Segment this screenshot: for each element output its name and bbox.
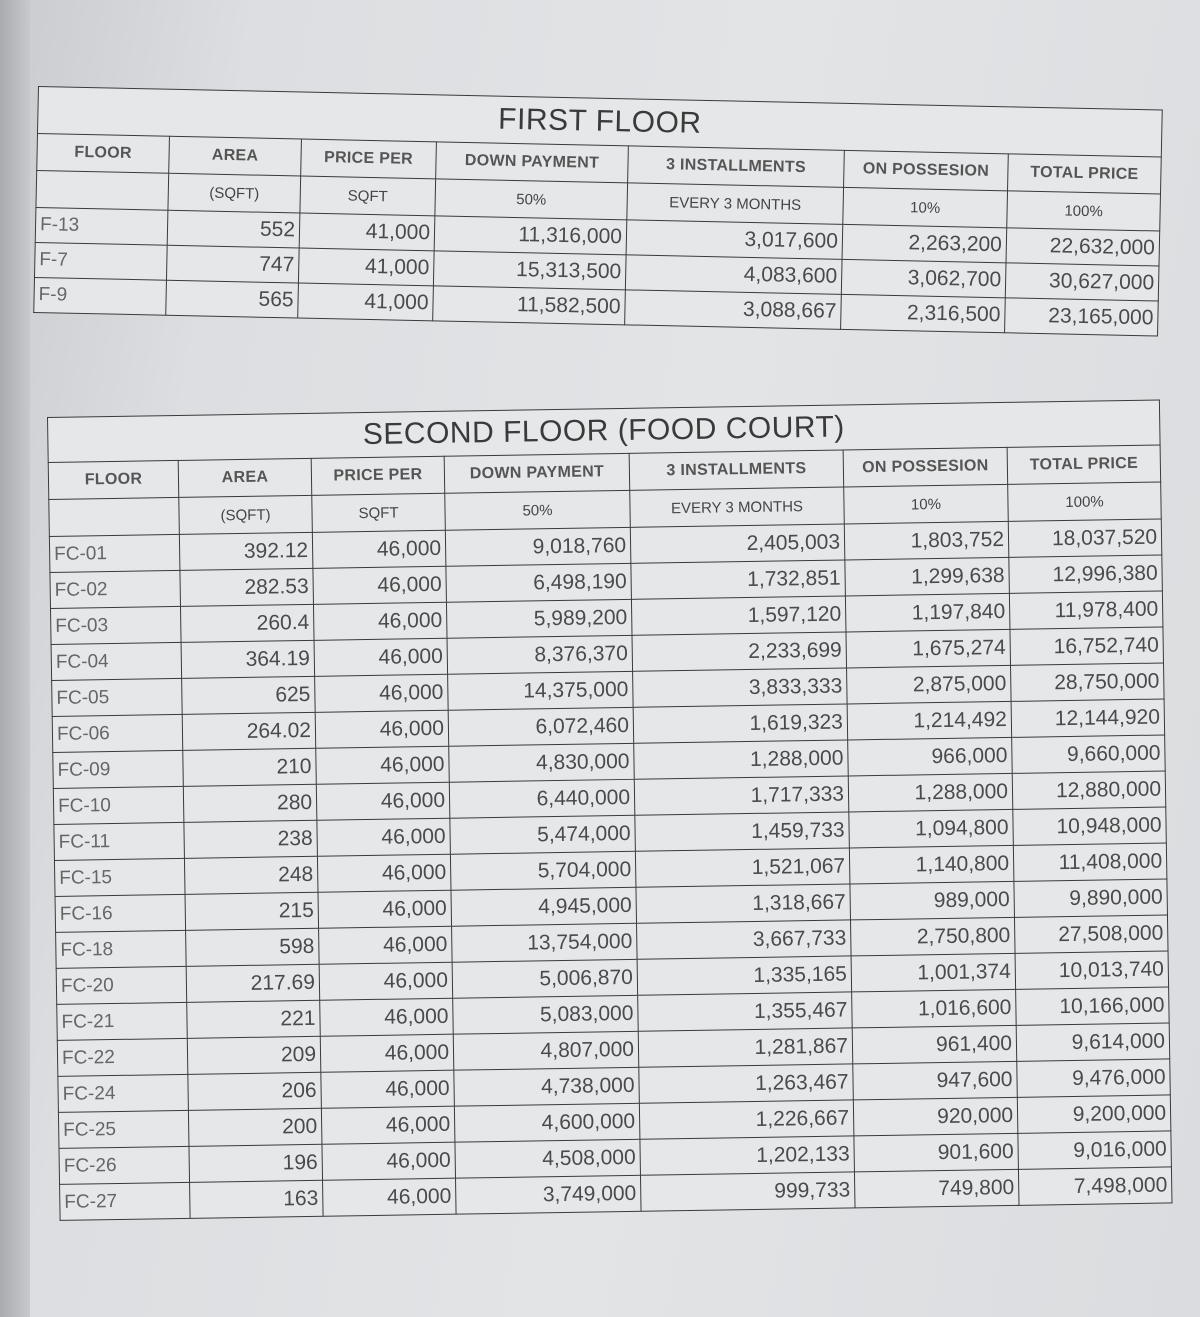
table-cell: 46,000 bbox=[314, 638, 448, 676]
table-cell: 1,355,467 bbox=[638, 992, 853, 1031]
unit-id-cell: FC-03 bbox=[51, 606, 182, 644]
paper-edge-shadow bbox=[0, 0, 30, 1317]
table-cell: 163 bbox=[190, 1180, 324, 1218]
table-cell: 4,738,000 bbox=[454, 1067, 640, 1106]
table-cell: 46,000 bbox=[320, 1034, 454, 1072]
column-header: TOTAL PRICE bbox=[1007, 445, 1161, 484]
table-cell: 1,675,274 bbox=[846, 629, 1011, 668]
column-subheader: SQFT bbox=[300, 176, 436, 216]
table-cell: 6,498,190 bbox=[446, 563, 632, 602]
column-subheader: 100% bbox=[1007, 191, 1161, 231]
table-cell: 1,263,467 bbox=[639, 1064, 854, 1103]
column-header: FLOOR bbox=[48, 460, 179, 499]
table-cell: 46,000 bbox=[316, 782, 450, 820]
column-header: PRICE PER bbox=[301, 139, 437, 179]
table-cell: 2,233,699 bbox=[632, 632, 847, 671]
table-cell: 10,013,740 bbox=[1015, 951, 1169, 989]
table-cell: 10,166,000 bbox=[1016, 987, 1170, 1025]
unit-id-cell: FC-09 bbox=[53, 750, 184, 788]
column-subheader: 10% bbox=[844, 484, 1009, 524]
first-floor-body bbox=[34, 87, 1163, 336]
table-cell: 5,006,870 bbox=[452, 959, 638, 998]
unit-id-cell: F-7 bbox=[34, 242, 167, 280]
table-cell: 217.69 bbox=[186, 964, 320, 1002]
table-cell: 2,263,200 bbox=[842, 224, 1007, 262]
table-cell: 9,476,000 bbox=[1017, 1059, 1171, 1097]
table-cell: 41,000 bbox=[298, 283, 434, 321]
table-cell: 999,733 bbox=[640, 1172, 855, 1211]
table-cell: 966,000 bbox=[848, 737, 1013, 776]
table-cell: 282.53 bbox=[180, 568, 314, 606]
table-cell: 552 bbox=[167, 210, 300, 248]
table-cell: 196 bbox=[189, 1144, 323, 1182]
table-cell: 1,299,638 bbox=[845, 557, 1010, 596]
table-cell: 1,521,067 bbox=[635, 848, 850, 887]
table-cell: 13,754,000 bbox=[452, 923, 638, 962]
unit-id-cell: FC-16 bbox=[55, 894, 186, 932]
table-cell: 625 bbox=[182, 676, 316, 714]
unit-id-cell: FC-21 bbox=[57, 1002, 188, 1040]
table-cell: 221 bbox=[187, 1000, 321, 1038]
table-cell: 920,000 bbox=[853, 1097, 1018, 1136]
table-cell: 46,000 bbox=[313, 566, 447, 604]
table-cell: 11,978,400 bbox=[1009, 591, 1163, 629]
unit-id-cell: FC-02 bbox=[50, 570, 181, 608]
table-cell: 30,627,000 bbox=[1005, 263, 1159, 301]
column-subheader: SQFT bbox=[312, 493, 446, 532]
table-cell: 6,440,000 bbox=[449, 779, 635, 818]
table-cell: 1,281,867 bbox=[638, 1028, 853, 1067]
table-cell: 6,072,460 bbox=[448, 707, 634, 746]
table-cell: 46,000 bbox=[317, 818, 451, 856]
unit-id-cell: FC-04 bbox=[51, 642, 182, 680]
table-cell: 46,000 bbox=[318, 890, 452, 928]
table-cell: 15,313,500 bbox=[433, 251, 626, 290]
table-cell: 2,750,800 bbox=[850, 917, 1015, 956]
table-cell: 1,318,667 bbox=[636, 884, 851, 923]
table-cell: 989,000 bbox=[850, 881, 1015, 920]
unit-id-cell: FC-18 bbox=[56, 930, 187, 968]
column-header: FLOOR bbox=[37, 134, 170, 174]
table-cell: 7,498,000 bbox=[1018, 1167, 1172, 1205]
table-cell: 46,000 bbox=[312, 530, 446, 568]
table-cell: 260.4 bbox=[180, 604, 314, 642]
table-cell: 364.19 bbox=[181, 640, 315, 678]
column-header: PRICE PER bbox=[311, 456, 445, 495]
table-cell: 46,000 bbox=[313, 602, 447, 640]
unit-id-cell: F-9 bbox=[34, 277, 167, 315]
table-cell: 1,226,667 bbox=[639, 1100, 854, 1139]
table-cell: 14,375,000 bbox=[448, 671, 634, 710]
table-cell: 961,400 bbox=[852, 1025, 1017, 1064]
table-cell: 3,062,700 bbox=[841, 259, 1006, 297]
table-cell: 46,000 bbox=[320, 998, 454, 1036]
column-header: ON POSSESION bbox=[844, 150, 1009, 190]
table-cell: 215 bbox=[185, 892, 319, 930]
column-subheader: (SQFT) bbox=[168, 173, 301, 213]
table-cell: 11,316,000 bbox=[434, 216, 627, 255]
table-cell: 1,288,000 bbox=[848, 773, 1013, 812]
table-cell: 5,704,000 bbox=[450, 851, 636, 890]
column-subheader: (SQFT) bbox=[179, 495, 313, 534]
unit-id-cell: FC-26 bbox=[59, 1146, 190, 1184]
column-subheader: EVERY 3 MONTHS bbox=[630, 487, 845, 527]
table-cell: 901,600 bbox=[854, 1133, 1019, 1172]
unit-id-cell: FC-10 bbox=[53, 786, 184, 824]
unit-id-cell: F-13 bbox=[35, 207, 168, 245]
table-cell: 4,508,000 bbox=[455, 1139, 641, 1178]
unit-id-cell: FC-25 bbox=[58, 1110, 189, 1148]
table-cell: 1,094,800 bbox=[849, 809, 1014, 848]
table-cell: 264.02 bbox=[182, 712, 316, 750]
table-cell: 9,200,000 bbox=[1017, 1095, 1171, 1133]
column-subheader: EVERY 3 MONTHS bbox=[627, 183, 844, 225]
table-cell: 46,000 bbox=[316, 746, 450, 784]
table-cell: 9,614,000 bbox=[1016, 1023, 1170, 1061]
table-cell: 1,732,851 bbox=[631, 560, 846, 599]
table-cell: 46,000 bbox=[323, 1178, 457, 1216]
table-cell: 46,000 bbox=[319, 962, 453, 1000]
table-cell: 1,803,752 bbox=[844, 521, 1009, 560]
first-floor-table bbox=[33, 86, 1163, 337]
column-header: 3 INSTALLMENTS bbox=[629, 450, 844, 490]
table-cell: 4,600,000 bbox=[454, 1103, 640, 1142]
table-cell: 749,800 bbox=[854, 1169, 1019, 1208]
table-cell: 5,083,000 bbox=[453, 995, 639, 1034]
table-cell: 209 bbox=[187, 1036, 321, 1074]
table-cell: 8,376,370 bbox=[447, 635, 633, 674]
table-cell: 1,717,333 bbox=[634, 776, 849, 815]
table-cell: 5,474,000 bbox=[450, 815, 636, 854]
table-cell: 565 bbox=[166, 280, 299, 318]
unit-id-cell: FC-05 bbox=[52, 678, 183, 716]
table-cell: 9,660,000 bbox=[1012, 735, 1166, 773]
column-subheader: 10% bbox=[843, 187, 1008, 227]
column-header: DOWN PAYMENT bbox=[436, 142, 629, 183]
column-subheader: 100% bbox=[1008, 482, 1162, 521]
second-floor-body bbox=[48, 400, 1173, 1220]
column-subheader bbox=[36, 170, 169, 210]
table-cell: 46,000 bbox=[322, 1142, 456, 1180]
table-cell: 46,000 bbox=[319, 926, 453, 964]
table-cell: 392.12 bbox=[179, 532, 313, 570]
table-cell: 28,750,000 bbox=[1011, 663, 1165, 701]
unit-id-cell: FC-06 bbox=[52, 714, 183, 752]
table-cell: 46,000 bbox=[315, 710, 449, 748]
table-cell: 238 bbox=[184, 820, 318, 858]
table-cell: 10,948,000 bbox=[1013, 807, 1167, 845]
table-cell: 4,807,000 bbox=[453, 1031, 639, 1070]
table-cell: 12,144,920 bbox=[1011, 699, 1165, 737]
table-cell: 22,632,000 bbox=[1006, 228, 1160, 266]
table-cell: 11,582,500 bbox=[433, 286, 626, 325]
table-cell: 46,000 bbox=[321, 1106, 455, 1144]
unit-id-cell: FC-11 bbox=[54, 822, 185, 860]
table-cell: 1,619,323 bbox=[633, 704, 848, 743]
table-cell: 11,408,000 bbox=[1013, 843, 1167, 881]
table-cell: 2,316,500 bbox=[841, 294, 1006, 332]
table-cell: 12,880,000 bbox=[1012, 771, 1166, 809]
unit-id-cell: FC-22 bbox=[57, 1038, 188, 1076]
table-cell: 3,749,000 bbox=[456, 1175, 642, 1214]
table-cell: 5,989,200 bbox=[446, 599, 632, 638]
table-cell: 280 bbox=[183, 784, 317, 822]
table-cell: 248 bbox=[184, 856, 318, 894]
column-header: 3 INSTALLMENTS bbox=[628, 146, 845, 188]
table-cell: 46,000 bbox=[317, 854, 451, 892]
table-cell: 1,001,374 bbox=[851, 953, 1016, 992]
table-cell: 3,833,333 bbox=[633, 668, 848, 707]
column-subheader: 50% bbox=[445, 490, 631, 530]
table-cell: 18,037,520 bbox=[1008, 519, 1162, 557]
column-header: ON POSSESION bbox=[843, 447, 1008, 487]
table-title: FIRST FLOOR bbox=[38, 87, 1163, 158]
table-cell: 4,083,600 bbox=[625, 255, 842, 295]
table-cell: 747 bbox=[166, 245, 299, 283]
table-cell: 206 bbox=[188, 1072, 322, 1110]
unit-id-cell: FC-20 bbox=[56, 966, 187, 1004]
table-cell: 9,890,000 bbox=[1014, 879, 1168, 917]
table-cell: 947,600 bbox=[853, 1061, 1018, 1100]
table-cell: 46,000 bbox=[315, 674, 449, 712]
table-cell: 12,996,380 bbox=[1009, 555, 1163, 593]
unit-id-cell: FC-01 bbox=[49, 534, 180, 572]
table-cell: 3,017,600 bbox=[626, 220, 843, 260]
column-subheader bbox=[49, 497, 180, 536]
table-title: SECOND FLOOR (FOOD COURT) bbox=[48, 400, 1161, 462]
unit-id-cell: FC-24 bbox=[58, 1074, 189, 1112]
table-cell: 3,667,733 bbox=[637, 920, 852, 959]
second-floor-table bbox=[47, 400, 1173, 1221]
table-cell: 1,597,120 bbox=[631, 596, 846, 635]
unit-id-cell: FC-27 bbox=[60, 1182, 191, 1220]
column-header: AREA bbox=[178, 458, 312, 497]
table-cell: 1,016,600 bbox=[852, 989, 1017, 1028]
unit-id-cell: FC-15 bbox=[54, 858, 185, 896]
column-header: DOWN PAYMENT bbox=[444, 453, 630, 493]
table-cell: 2,875,000 bbox=[847, 665, 1012, 704]
table-cell: 4,830,000 bbox=[449, 743, 635, 782]
table-cell: 1,202,133 bbox=[640, 1136, 855, 1175]
table-cell: 41,000 bbox=[298, 248, 434, 286]
table-cell: 27,508,000 bbox=[1014, 915, 1168, 953]
table-cell: 46,000 bbox=[321, 1070, 455, 1108]
table-cell: 1,140,800 bbox=[849, 845, 1014, 884]
table-cell: 3,088,667 bbox=[625, 290, 842, 330]
table-cell: 1,197,840 bbox=[845, 593, 1010, 632]
table-cell: 4,945,000 bbox=[451, 887, 637, 926]
table-cell: 16,752,740 bbox=[1010, 627, 1164, 665]
table-cell: 200 bbox=[188, 1108, 322, 1146]
table-cell: 1,214,492 bbox=[847, 701, 1012, 740]
table-cell: 1,335,165 bbox=[637, 956, 852, 995]
table-cell: 23,165,000 bbox=[1005, 298, 1159, 336]
column-subheader: 50% bbox=[435, 179, 628, 220]
table-cell: 41,000 bbox=[299, 213, 435, 251]
table-cell: 1,288,000 bbox=[634, 740, 849, 779]
table-cell: 2,405,003 bbox=[630, 524, 845, 563]
table-cell: 210 bbox=[183, 748, 317, 786]
table-cell: 1,459,733 bbox=[635, 812, 850, 851]
column-header: TOTAL PRICE bbox=[1008, 154, 1162, 194]
table-cell: 9,016,000 bbox=[1018, 1131, 1172, 1169]
table-cell: 9,018,760 bbox=[445, 527, 631, 566]
table-cell: 598 bbox=[186, 928, 320, 966]
column-header: AREA bbox=[169, 136, 302, 176]
